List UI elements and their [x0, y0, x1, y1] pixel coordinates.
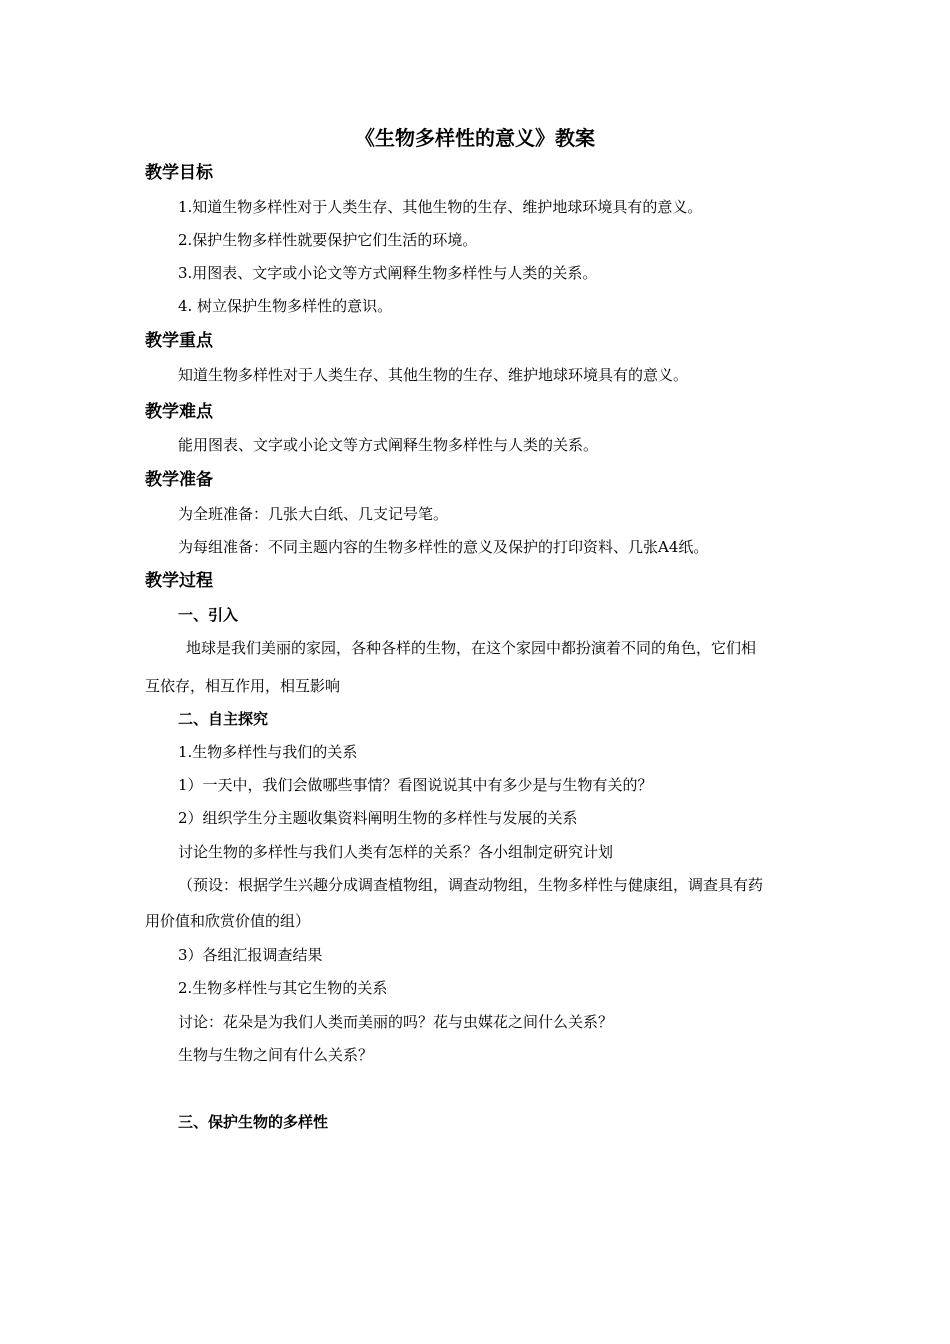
introduction-line-2: 互依存，相互作用，相互影响: [145, 677, 341, 695]
goal-item-4: 4. 树立保护生物多样性的意识。: [178, 297, 393, 315]
exploration-line-4: 讨论生物的多样性与我们人类有怎样的关系？各小组制定研究计划: [178, 843, 614, 861]
key-points-text: 知道生物多样性对于人类生存、其他生物的生存、维护地球环境具有的意义。: [178, 366, 689, 384]
heading-goals: 教学目标: [145, 163, 213, 183]
exploration-line-1: 1.生物多样性与我们的关系: [178, 743, 358, 761]
heading-preparation: 教学准备: [145, 470, 213, 490]
subheading-protection: 三、保护生物的多样性: [178, 1113, 329, 1131]
exploration-line-2: 1）一天中，我们会做哪些事情？看图说说其中有多少是与生物有关的？: [178, 776, 653, 794]
exploration-line-6: 用价值和欣赏价值的组）: [145, 912, 311, 930]
exploration-line-7: 3）各组汇报调查结果: [178, 946, 323, 964]
exploration-line-3: 2）组织学生分主题收集资料阐明生物的多样性与发展的关系: [178, 809, 578, 827]
difficulties-text: 能用图表、文字或小论文等方式阐释生物多样性与人类的关系。: [178, 436, 599, 454]
preparation-item-2: 为每组准备：不同主题内容的生物多样性的意义及保护的打印资料、几张A4纸。: [178, 538, 709, 556]
goal-item-3: 3.用图表、文字或小论文等方式阐释生物多样性与人类的关系。: [178, 264, 598, 282]
heading-key-points: 教学重点: [145, 331, 213, 351]
subheading-self-exploration: 二、自主探究: [178, 710, 269, 728]
exploration-line-8: 2.生物多样性与其它生物的关系: [178, 979, 388, 997]
preparation-item-1: 为全班准备：几张大白纸、几支记号笔。: [178, 505, 449, 523]
goal-item-2: 2.保护生物多样性就要保护它们生活的环境。: [178, 231, 478, 249]
exploration-line-10: 生物与生物之间有什么关系？: [178, 1046, 374, 1064]
document-title: 《生物多样性的意义》教案: [355, 126, 595, 150]
goal-item-1: 1.知道生物多样性对于人类生存、其他生物的生存、维护地球环境具有的意义。: [178, 198, 703, 216]
heading-process: 教学过程: [145, 571, 213, 591]
subheading-introduction: 一、引入: [178, 606, 239, 624]
heading-difficulties: 教学难点: [145, 402, 213, 422]
exploration-line-9: 讨论：花朵是为我们人类而美丽的吗？花与虫媒花之间什么关系？: [178, 1013, 614, 1031]
exploration-line-5: （预设：根据学生兴趣分成调查植物组，调查动物组，生物多样性与健康组，调查具有药: [178, 876, 764, 894]
introduction-line-1: 地球是我们美丽的家园，各种各样的生物，在这个家园中都扮演着不同的角色，它们相: [186, 639, 757, 657]
